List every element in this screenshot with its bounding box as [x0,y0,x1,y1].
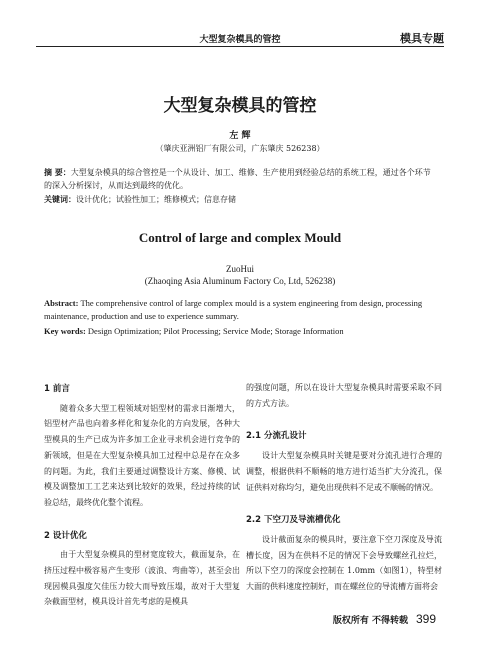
article-title-cn: 大型复杂模具的管控 [163,96,317,116]
page-footer [333,612,436,626]
section-2-2-paragraph: 设计截面复杂的模具时，要注意下空刀深度及导流槽长度，因为在供料不足的情况下会导致螺丝孔拉烂，所以下空刀的深度会控制在 1.0mm（如图1），特型材大面的供料速度控制好，而在螺丝位的导流槽方面将会 [246,534,442,592]
abstract-cn [44,166,436,192]
abstract-label-en: Abstract: [44,298,79,308]
affiliation-en: (Zhaoqing Asia Aluminum Factory Co, Ltd, 526238) [144,276,336,286]
article-title-en: Control of large and complex Mould [138,230,342,245]
page-number: 399 [415,612,436,626]
section-heading-2-2: 2.2 下空刀及导流槽优化 [246,515,341,526]
section-2-paragraph-continued: 的强度问题，所以在设计大型复杂模具时需要采取不同的方式方法。 [246,383,442,408]
abstract-en [44,297,436,323]
author-en: ZuoHui [226,264,254,274]
keywords-label-cn: 关键词： [44,195,76,204]
header-rule [36,46,444,47]
keywords-cn [44,193,436,206]
abstract-label-cn: 摘 要： [44,168,71,177]
abstract-text-en: The comprehensive control of large complex mould is a system engineering from design, processing maintenance, production and use to experience summary. [44,298,423,321]
section-heading-2-1: 2.1 分流孔设计 [246,431,307,442]
section-heading-2: 2 设计优化 [44,530,87,541]
keywords-label-en: Key words: [44,326,86,336]
author-cn: 左 辉 [229,131,251,141]
section-tag: 模具专题 [400,32,444,45]
abstract-text-cn: 大型复杂模具的综合管控是一个从设计、加工、维修、生产使用到经验总结的系统工程，通过各个环节的深入分析探讨，从而达到最终的优化。 [44,168,431,190]
running-header-title: 大型复杂模具的管控 [199,35,281,45]
body-column-right [246,380,442,595]
section-2-paragraph: 由于大型复杂模具的型材宽度较大，截面复杂，在挤压过程中极容易产生变形（波浪、弯曲等），甚至会出现因模具强度欠佳压力较大而导致压塌，故对于大型复杂截面型材，模具设计首先考虑的是模具 [44,550,240,607]
keywords-en [44,325,436,338]
section-2-1-paragraph: 设计大型复杂模具时关键是要对分流孔进行合理的调整，根据供料不顺畅的地方进行适当扩大分流孔，保证供料对称均匀，避免出现供料不足或不顺畅的情况。 [246,451,442,492]
section-1-paragraph: 随着众多大型工程领域对铝型材的需求日渐增大，铝型材产品也向着多样化和复杂化的方向发展，各种大型模具的生产已成为许多加工企业寻求机会进行竞争的新领域，但是在大型复杂模具加工过程中总是存在众多的问题。为此，我们主要通过调整设计方案、修模、试模及调整加工工艺来达到比较好的效果，经过持续的试验总结，最终优化整个流程。 [44,403,240,507]
copyright-notice: 版权所有 不得转载 [332,616,408,626]
keywords-text-en: Design Optimization; Pilot Processing; Service Mode; Storage Information [87,326,344,336]
keywords-text-cn: 设计优化；试验性加工；维修模式；信息存储 [76,195,236,204]
body-column-left [44,380,240,610]
affiliation-cn: （肇庆亚洲铝厂有限公司，广东肇庆 526238） [155,144,325,153]
section-heading-1: 1 前言 [44,384,70,394]
